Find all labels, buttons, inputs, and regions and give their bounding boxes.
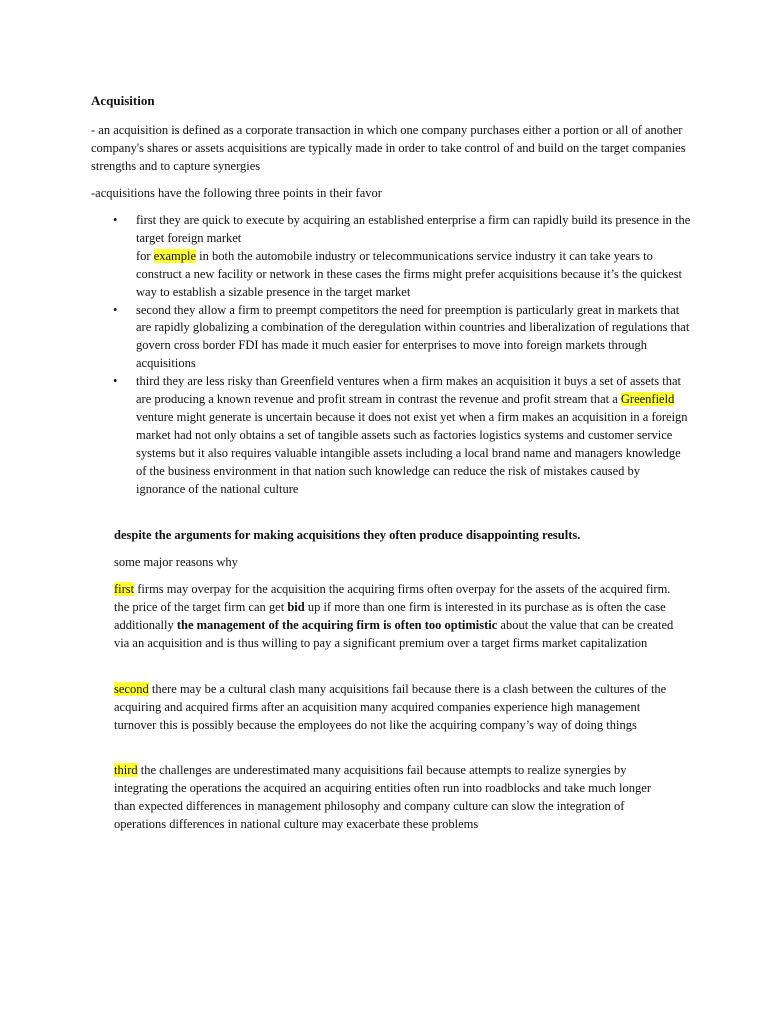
bold-text: bid — [287, 600, 305, 614]
disappointing-results-heading: despite the arguments for making acquisitions they often produce disappointing results. — [114, 528, 581, 542]
highlighted-word: first — [114, 582, 135, 596]
list-item — [91, 212, 691, 302]
reason-text: firms may overpay for the acquisition the acquiring firms often overpay for the assets of the acquired firm. the price of the target firm can get — [114, 582, 671, 614]
bullet-icon: • — [113, 374, 118, 389]
bullet-text: first they are quick to execute by acquiring an established enterprise a firm can rapidly build its presence in the target foreign market — [136, 213, 691, 245]
highlighted-word: third — [114, 763, 138, 777]
bullet-icon: • — [113, 213, 118, 227]
bullet-text: for — [136, 248, 154, 263]
bullet-text: second they allow a firm to preempt competitors the need for preemption is particularly great in markets that are rapidly globalizing a combination of the deregulation within countries and liberalization of regulations that govern cross border FDI has made it much easier for enterprises to move into foreign markets through acquisitions — [136, 302, 690, 371]
reason-text: about the value that can be created via an acquisition and is thus willing to pay a significant premium over a target firms market capitalization — [114, 618, 674, 650]
favor-intro: -acquisitions have the following three points in their favor — [91, 186, 382, 200]
reason-second-paragraph — [114, 680, 674, 734]
reason-text: up if more than one firm is interested in its purchase as is often the case additionally — [114, 600, 666, 632]
bullet-text: in both the automobile industry or telecommunications service industry it can take years to construct a new facility or network in these cases the firms might prefer acquisitions because it’s the quickest way to establish a sizable presence in the target market — [136, 248, 683, 299]
list-item — [91, 373, 691, 498]
bullet-text: venture might generate is uncertain because it does not exist yet when a firm makes an acquisition in a foreign market had not only obtains a set of tangible assets such as factories logistics systems and customer service systems but it also requires valuable intangible assets including a local brand name and managers knowledge of the business environment in that nation such knowledge can reduce the risk of mistakes caused by ignorance of the national culture — [136, 409, 688, 496]
bullet-text: third they are less risky than Greenfield ventures when a firm makes an acquisition it buys a set of assets that are producing a known revenue and profit stream in contrast the revenue and profit stream that a — [136, 374, 681, 407]
bullet-icon: • — [113, 302, 118, 317]
page-title: Acquisition — [91, 93, 155, 108]
list-item — [91, 302, 691, 374]
reason-text: the challenges are underestimated many acquisitions fail because attempts to realize synergies by integrating the operations the acquired an acquiring entities often run into roadblocks and take much longer than expected differences in management philosophy and company culture can slow the integration of operations differences in national culture may exacerbate these problems — [114, 763, 651, 831]
reasons-intro: some major reasons why — [114, 555, 238, 569]
highlighted-word: Greenfield — [620, 392, 675, 407]
intro-paragraph: - an acquisition is defined as a corporate transaction in which one company purchases either a portion or all of another company's shares or assets acquisitions are typically made in order to take control of and build on the target companies strengths and to capture synergies — [91, 123, 686, 173]
reason-text: there may be a cultural clash many acquisitions fail because there is a clash between the cultures of the acquiring and acquired firms after an acquisition many acquired companies experience high management turnover this is possibly because the employees do not like the acquiring company’s way of doing things — [114, 682, 667, 732]
reason-first-paragraph — [114, 580, 674, 652]
reason-third-paragraph — [114, 761, 674, 833]
favor-list — [91, 212, 691, 499]
highlighted-word: second — [114, 682, 149, 696]
highlighted-word: example — [153, 248, 197, 263]
bold-text: the management of the acquiring firm is often too optimistic — [176, 618, 498, 632]
